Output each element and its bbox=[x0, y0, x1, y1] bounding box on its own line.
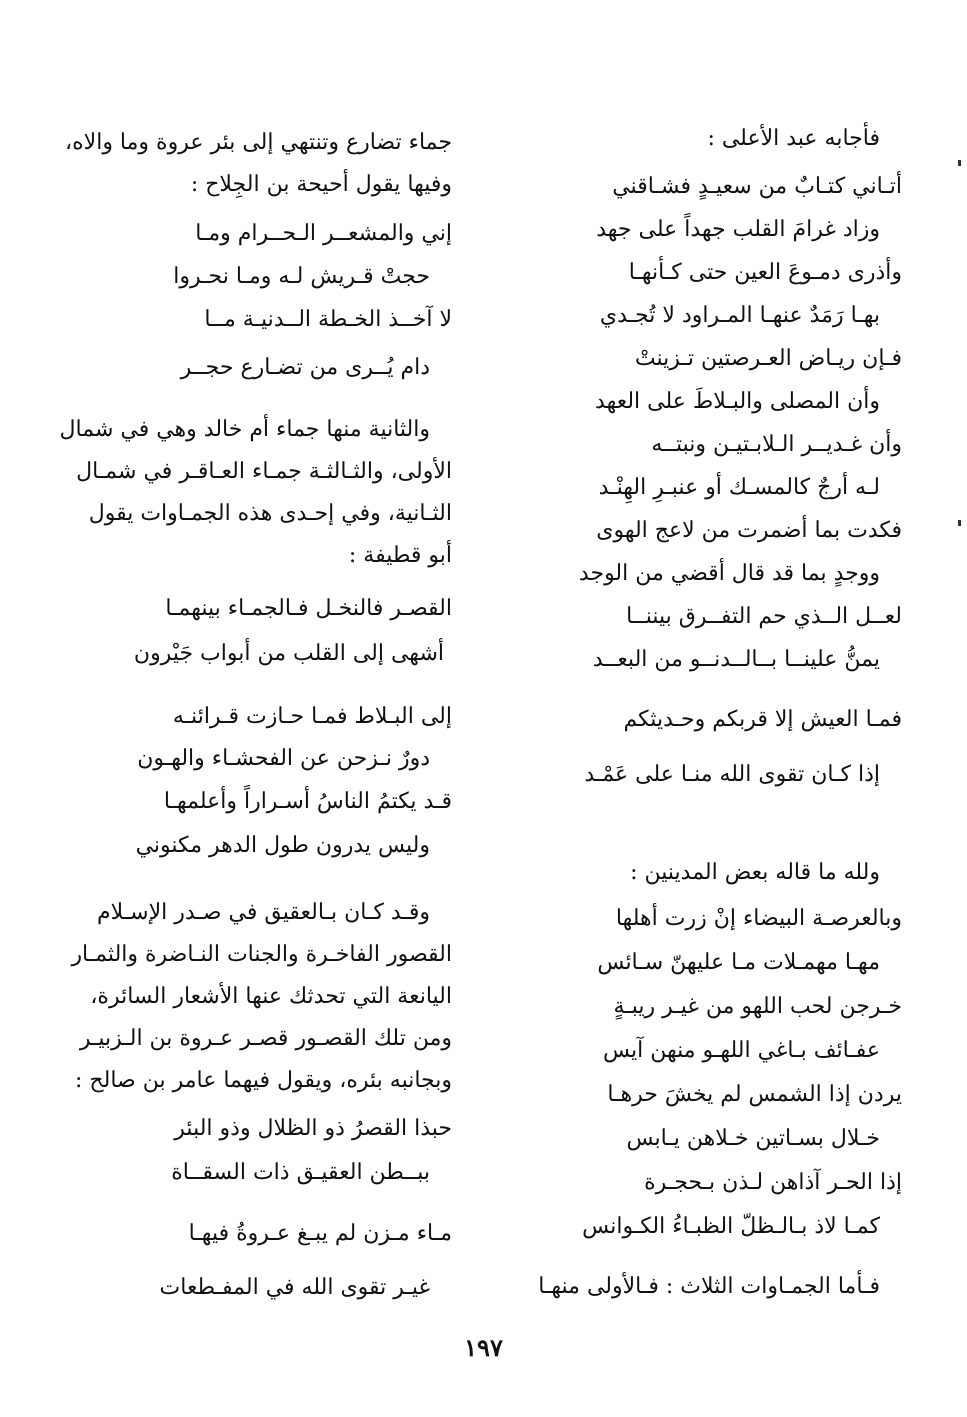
verse-line: خـرجن لحب اللهو من غيـر ريبـةٍ bbox=[613, 994, 902, 1019]
verse-line: أشهى إلى القلب من أبواب جَيْرون bbox=[133, 641, 444, 666]
prose-line: جماء تضارع وتنتهي إلى بئر عروة وما والاه، bbox=[65, 130, 452, 155]
prose-line: فـأما الجمـاوات الثلاث : فـالأولى منهـا bbox=[538, 1274, 880, 1299]
prose-line: ومن تلك القصـور قصـر عـروة بن الـزبيـر bbox=[79, 1026, 452, 1051]
verse-line: وليس يدرون طول الدهر مكنوني bbox=[135, 833, 430, 858]
verse-line: غيـر تقوى الله في المفـطعات bbox=[159, 1275, 430, 1300]
verse-line: وزاد غرامَ القلب جهداً على جهد bbox=[596, 217, 880, 242]
verse-line: القصـر فالنخـل فـالجمـاء بينهمـا bbox=[165, 596, 452, 621]
verse-line: فـإن ريـاض العـرصتين تـزينتْ bbox=[634, 346, 902, 371]
verse-line: وأذرى دمـوعَ العين حتى كـأنهـا bbox=[628, 260, 902, 285]
verse-line: إني والمشعــر الـحــرام ومـا bbox=[195, 221, 452, 246]
verse-line: دورٌ نـزحن عن الفحشـاء والهـون bbox=[137, 746, 430, 771]
verse-line: يمنُّ علينــا بــالــدنــو من البعــد bbox=[592, 647, 880, 672]
verse-line: أتـاني كتـابٌ من سعيـدٍ فشـاقني bbox=[612, 174, 902, 199]
verse-line: دام يُــرى من تضـارع حجــر bbox=[180, 355, 430, 380]
scan-edge-mark bbox=[958, 520, 961, 526]
prose-line: أبو قطيفة : bbox=[348, 543, 452, 568]
verse-line: كمـا لاذ بـالـظلّ الظبـاءُ الكـوانس bbox=[582, 1214, 880, 1239]
heading: فأجابه عبد الأعلى : bbox=[707, 126, 880, 151]
prose-line: وقـد كـان بـالعقيق في صـدر الإسـلام bbox=[96, 900, 430, 925]
verse-line: إذا كـان تقوى الله منـا على عَمْـد bbox=[584, 762, 880, 787]
intro-line: ولله ما قاله بعض المدينين : bbox=[630, 860, 880, 885]
verse-line: مـاء مـزن لم يبـغ عـروةُ فيهـا bbox=[188, 1221, 452, 1246]
verse-line: لعــل الــذي حم التفــرق بيننــا bbox=[626, 604, 902, 629]
verse-line: بهـا رَمَدٌ عنهـا المـراود لا تُجـدي bbox=[599, 303, 880, 328]
prose-line: والثانية منها جماء أم خالد وهي في شمال bbox=[59, 417, 430, 442]
verse-line: فكدت بما أضمرت من لاعج الهوى bbox=[596, 518, 902, 543]
verse-line: وبالعرصـة البيضاء إنْ زرت أهلها bbox=[615, 906, 902, 931]
verse-line: حجتْ قـريش لـه ومـا نحـروا bbox=[173, 264, 430, 289]
verse-line: ببــطن العقيـق ذات السقــاة bbox=[171, 1160, 430, 1185]
verse-line: حبذا القصرُ ذو الظلال وذو البئر bbox=[174, 1116, 452, 1141]
verse-line: لا آخــذ الخـطة الــدنيـة مــا bbox=[204, 307, 452, 332]
page-number: ١٩٧ bbox=[464, 1333, 503, 1362]
prose-line: القصور الفاخـرة والجنات النـاضرة والثمـار bbox=[71, 942, 452, 967]
scan-edge-mark bbox=[958, 160, 961, 166]
verse-line: وأن المصلى والبـلاطَ على العهد bbox=[595, 389, 880, 414]
verse-line: عفـائف بـاغي اللهـو منهن آيس bbox=[602, 1038, 880, 1063]
verse-line: لـه أرجٌ كالمسـك أو عنبـرِ الهِنْـد bbox=[598, 475, 880, 500]
verse-line: خـلال بسـاتين خـلاهن يـابس bbox=[626, 1126, 880, 1151]
prose-line: وبجانبه بئره، ويقول فيهما عامر بن صالح : bbox=[75, 1068, 452, 1093]
prose-line: الأولى، والثـالثـة جمـاء العـاقـر في شمـال bbox=[76, 459, 452, 484]
prose-line: الثـانية، وفي إحـدى هذه الجمـاوات يقول bbox=[88, 501, 452, 526]
verse-line: فمـا العيش إلا قربكم وحـديثكم bbox=[623, 707, 902, 732]
verse-line: ووجدٍ بما قد قال أقضي من الوجد bbox=[578, 561, 880, 586]
verse-line: إذا الحـر آذاهن لـذن بـحجـرة bbox=[644, 1170, 902, 1195]
prose-line: اليانعة التي تحدثك عنها الأشعار السائرة، bbox=[90, 984, 452, 1009]
prose-line: وفيها يقول أحيحة بن الجِلاح : bbox=[190, 172, 452, 197]
verse-line: مهـا مهمـلات مـا عليهنّ سـائس bbox=[597, 950, 880, 975]
verse-line: يردن إذا الشمس لم يخشَ حرهـا bbox=[607, 1082, 902, 1107]
verse-line: إلى البـلاط فمـا حـازت قـرائنـه bbox=[172, 704, 452, 729]
verse-line: قـد يكتمُ الناسُ أسـراراً وأعلمهـا bbox=[163, 789, 452, 814]
verse-line: وأن غـديــر الـلابـتيـن ونبتــه bbox=[651, 432, 902, 457]
